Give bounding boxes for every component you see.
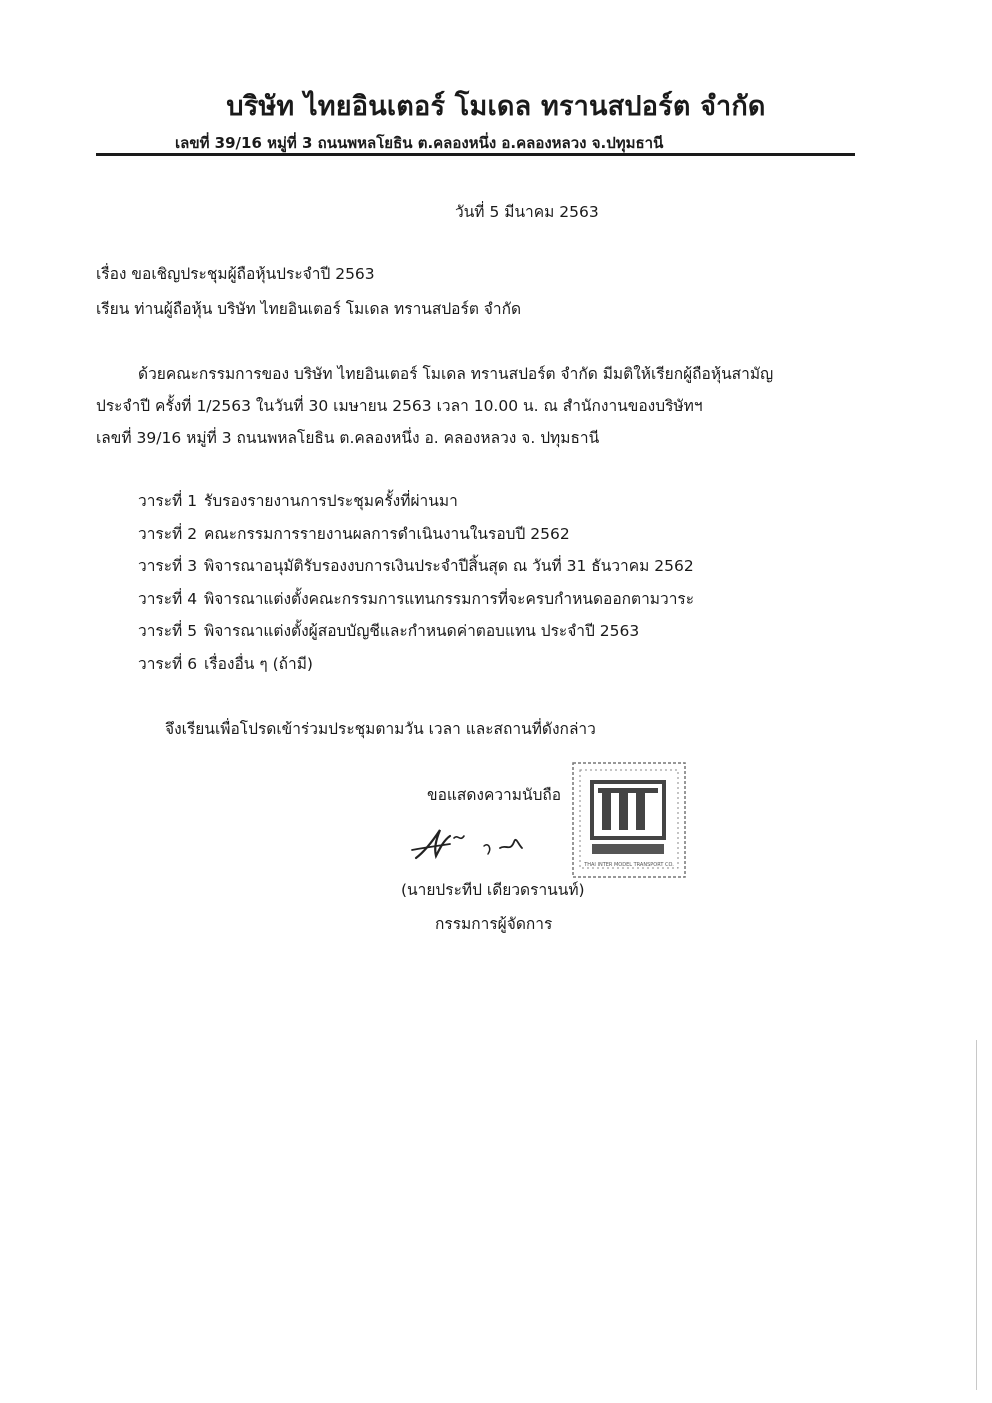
agenda-number: วาระที่ 3 xyxy=(138,557,198,576)
company-name: บริษัท ไทยอินเตอร์ โมเดล ทรานสปอร์ต จำกัด xyxy=(226,91,766,122)
letter-date: วันที่ 5 มีนาคม 2563 xyxy=(455,203,599,221)
regards-line: ขอแสดงความนับถือ xyxy=(427,786,562,804)
signer-name: (นายประทีป เดียวดรานนท์) xyxy=(401,881,585,899)
scan-edge-mark xyxy=(976,1040,977,1390)
signer-title: กรรมการผู้จัดการ xyxy=(435,915,553,933)
agenda-text: พิจารณาแต่งตั้งคณะกรรมการแทนกรรมการที่จะครบกำหนดออกตามวาระ xyxy=(204,589,695,608)
agenda-number: วาระที่ 6 xyxy=(138,654,198,673)
agenda-text: คณะกรรมการรายงานผลการดำเนินงานในรอบปี 2562 xyxy=(204,524,570,543)
closing-line: จึงเรียนเพื่อโปรดเข้าร่วมประชุมตามวัน เวลา และสถานที่ดังกล่าว xyxy=(165,720,596,738)
company-address: เลขที่ 39/16 หมู่ที่ 3 ถนนพหลโยธิน ต.คลองหนึ่ง อ.คลองหลวง จ.ปทุมธานี xyxy=(175,134,664,152)
agenda-text: พิจารณาแต่งตั้งผู้สอบบัญชีและกำหนดค่าตอบแทน ประจำปี 2563 xyxy=(204,622,640,641)
letter-recipient: เรียน ท่านผู้ถือหุ้น บริษัท ไทยอินเตอร์ โมเดล ทรานสปอร์ต จำกัด xyxy=(96,300,522,318)
agenda-item xyxy=(138,618,694,651)
agenda-text: รับรองรายงานการประชุมครั้งที่ผ่านมา xyxy=(204,492,458,510)
body-line-1: ด้วยคณะกรรมการของ บริษัท ไทยอินเตอร์ โมเดล ทรานสปอร์ต จำกัด มีมติให้เรียกผู้ถือหุ้นสามัญ xyxy=(138,365,774,383)
agenda-text: พิจารณาอนุมัติรับรองงบการเงินประจำปีสิ้นสุด ณ วันที่ 31 ธันวาคม 2562 xyxy=(204,557,694,576)
seal-text: THAI INTER MODEL TRANSPORT CO. xyxy=(584,862,674,868)
agenda-item xyxy=(138,488,694,521)
letterhead-divider xyxy=(96,153,855,156)
agenda-text: เรื่องอื่น ๆ (ถ้ามี) xyxy=(204,654,313,673)
signature-icon xyxy=(410,818,525,864)
agenda-number: วาระที่ 1 xyxy=(138,492,198,510)
company-seal-icon xyxy=(570,760,688,880)
body-line-3: เลขที่ 39/16 หมู่ที่ 3 ถนนพหลโยธิน ต.คลองหนึ่ง อ. คลองหลวง จ. ปทุมธานี xyxy=(96,429,600,447)
agenda-item xyxy=(138,586,694,619)
letter-subject: เรื่อง ขอเชิญประชุมผู้ถือหุ้นประจำปี 2563 xyxy=(96,265,375,283)
agenda-number: วาระที่ 4 xyxy=(138,589,198,608)
agenda-item xyxy=(138,651,694,684)
agenda-list xyxy=(138,488,694,684)
agenda-number: วาระที่ 2 xyxy=(138,524,198,543)
body-line-2: ประจำปี ครั้งที่ 1/2563 ในวันที่ 30 เมษายน 2563 เวลา 10.00 น. ณ สำนักงานของบริษัทฯ xyxy=(96,397,703,415)
agenda-number: วาระที่ 5 xyxy=(138,622,198,641)
agenda-item xyxy=(138,521,694,554)
agenda-item xyxy=(138,553,694,586)
